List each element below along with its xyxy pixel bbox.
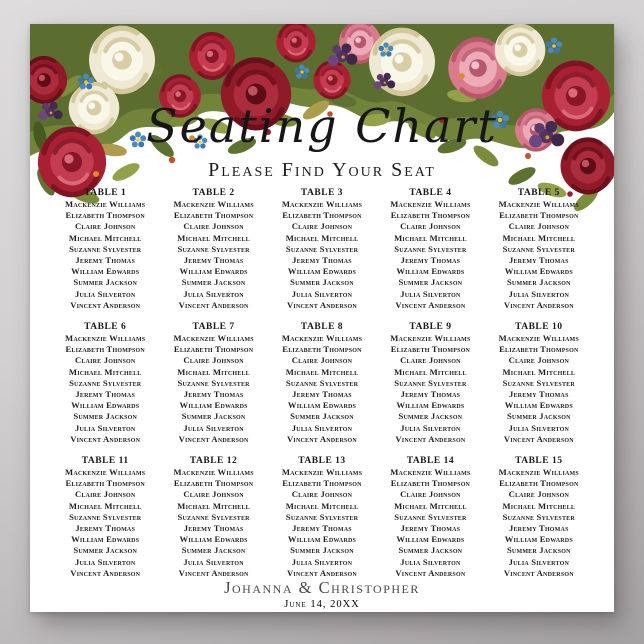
guest-name: Claire Johnson xyxy=(291,221,353,232)
guest-name: Vincent Anderson xyxy=(178,299,249,310)
wedding-date: June 14, 20XX xyxy=(284,599,360,610)
guest-name: William Edwards xyxy=(504,534,573,545)
guest-name: Jeremy Thomas xyxy=(400,523,461,534)
guest-name: Claire Johnson xyxy=(291,489,353,500)
guest-name: Vincent Anderson xyxy=(287,433,357,444)
guest-name: Elizabeth Thompson xyxy=(65,210,145,221)
guest-name: Elizabeth Thompson xyxy=(499,478,579,489)
table-block xyxy=(271,187,373,311)
guest-name: Suzanne Sylvester xyxy=(285,377,359,388)
guest-name: Suzanne Sylvester xyxy=(394,243,467,254)
guest-name: Vincent Anderson xyxy=(503,433,574,444)
guest-name: Jeremy Thomas xyxy=(400,389,461,400)
guest-name: Claire Johnson xyxy=(74,489,136,500)
table-label: TABLE 9 xyxy=(409,322,452,333)
guest-name: William Edwards xyxy=(396,400,465,411)
table-label: TABLE 10 xyxy=(515,322,563,333)
table-label: TABLE 6 xyxy=(84,322,127,333)
table-block xyxy=(54,321,156,445)
guest-name: Claire Johnson xyxy=(183,221,244,232)
guest-name: Julia Silverton xyxy=(400,288,461,299)
guest-name: Elizabeth Thompson xyxy=(65,344,145,355)
guest-name: Elizabeth Thompson xyxy=(173,344,254,355)
guest-name: Vincent Anderson xyxy=(395,433,466,444)
guest-name: Julia Silverton xyxy=(291,288,353,299)
seating-chart-poster xyxy=(30,24,614,612)
guest-name: Elizabeth Thompson xyxy=(282,210,362,221)
poster-footer xyxy=(30,579,614,611)
guest-name: Suzanne Sylvester xyxy=(69,511,142,522)
guest-name: Summer Jackson xyxy=(398,277,463,288)
guest-name: Jeremy Thomas xyxy=(75,389,135,400)
guest-name: Elizabeth Thompson xyxy=(173,478,254,489)
guest-name: Elizabeth Thompson xyxy=(499,344,579,355)
guest-name: Suzanne Sylvester xyxy=(285,511,359,522)
guest-name: Summer Jackson xyxy=(290,277,354,288)
guest-name: Julia Silverton xyxy=(183,422,244,433)
guest-name: Mackenzie Williams xyxy=(65,467,146,478)
guest-name: Michael Mitchell xyxy=(177,366,250,377)
guest-name: Michael Mitchell xyxy=(68,232,142,243)
guest-name: Claire Johnson xyxy=(508,489,570,500)
table-label: TABLE 15 xyxy=(515,456,563,467)
guest-name: Claire Johnson xyxy=(183,489,244,500)
table-label: TABLE 11 xyxy=(81,456,129,467)
table-block xyxy=(379,187,481,311)
guest-name: Vincent Anderson xyxy=(70,567,141,578)
guest-name: Summer Jackson xyxy=(506,277,571,288)
guest-name: Jeremy Thomas xyxy=(508,255,569,266)
guest-name: William Edwards xyxy=(179,400,248,411)
guest-name: Mackenzie Williams xyxy=(173,467,254,478)
guest-name: Michael Mitchell xyxy=(502,232,576,243)
guest-name: Elizabeth Thompson xyxy=(173,210,254,221)
guest-name: Suzanne Sylvester xyxy=(177,511,250,522)
guest-name: Summer Jackson xyxy=(398,411,463,422)
guest-name: Jeremy Thomas xyxy=(183,389,244,400)
guest-name: Suzanne Sylvester xyxy=(177,243,250,254)
guest-name: Michael Mitchell xyxy=(68,500,142,511)
guest-name: Julia Silverton xyxy=(508,288,569,299)
guest-name: Elizabeth Thompson xyxy=(499,210,579,221)
guest-name: Jeremy Thomas xyxy=(292,523,352,534)
guest-name: Michael Mitchell xyxy=(285,500,359,511)
guest-name: Mackenzie Williams xyxy=(65,333,146,344)
guest-name: Claire Johnson xyxy=(400,489,461,500)
guest-name: Vincent Anderson xyxy=(178,433,249,444)
guest-name: Julia Silverton xyxy=(400,422,461,433)
guest-name: Mackenzie Williams xyxy=(498,467,579,478)
guest-name: Vincent Anderson xyxy=(178,567,249,578)
guest-name: Mackenzie Williams xyxy=(173,333,254,344)
guest-name: Suzanne Sylvester xyxy=(502,243,575,254)
table-block xyxy=(162,187,264,311)
guest-name: Mackenzie Williams xyxy=(173,199,254,209)
table-label: TABLE 4 xyxy=(409,188,452,198)
guest-name: Julia Silverton xyxy=(291,556,353,567)
guest-name: Mackenzie Williams xyxy=(390,199,471,209)
table-block xyxy=(379,321,481,445)
guest-name: Julia Silverton xyxy=(183,556,244,567)
guest-name: Mackenzie Williams xyxy=(281,199,363,209)
guest-name: William Edwards xyxy=(71,266,140,277)
guest-name: Jeremy Thomas xyxy=(183,523,244,534)
guest-name: Michael Mitchell xyxy=(285,232,359,243)
table-block xyxy=(379,455,481,579)
guest-name: Claire Johnson xyxy=(183,355,244,366)
guest-name: Suzanne Sylvester xyxy=(177,377,250,388)
guest-name: Suzanne Sylvester xyxy=(69,243,142,254)
guest-name: Suzanne Sylvester xyxy=(394,377,467,388)
guest-name: Claire Johnson xyxy=(291,355,353,366)
guest-name: Vincent Anderson xyxy=(395,567,466,578)
guest-name: Michael Mitchell xyxy=(394,366,467,377)
guest-name: Summer Jackson xyxy=(290,545,354,556)
table-label: TABLE 1 xyxy=(84,188,127,198)
table-label: TABLE 3 xyxy=(300,188,344,198)
guest-name: Claire Johnson xyxy=(508,221,570,232)
guest-name: Michael Mitchell xyxy=(394,500,467,511)
guest-name: William Edwards xyxy=(179,266,248,277)
table-block xyxy=(488,321,590,445)
guest-name: Suzanne Sylvester xyxy=(69,377,142,388)
guest-name: Julia Silverton xyxy=(508,556,569,567)
guest-name: Jeremy Thomas xyxy=(508,523,569,534)
guest-name: Mackenzie Williams xyxy=(498,333,579,344)
guest-name: Michael Mitchell xyxy=(177,500,250,511)
guest-name: Summer Jackson xyxy=(73,411,138,422)
guest-name: Julia Silverton xyxy=(75,288,136,299)
guest-name: Elizabeth Thompson xyxy=(282,344,362,355)
guest-name: Vincent Anderson xyxy=(70,433,141,444)
table-label: TABLE 8 xyxy=(300,322,344,333)
guest-name: Michael Mitchell xyxy=(68,366,142,377)
guest-name: Suzanne Sylvester xyxy=(285,243,359,254)
guest-name: William Edwards xyxy=(504,400,573,411)
guest-name: Michael Mitchell xyxy=(502,500,576,511)
guest-name: Elizabeth Thompson xyxy=(282,478,362,489)
guest-name: William Edwards xyxy=(504,266,573,277)
guest-name: Julia Silverton xyxy=(400,556,461,567)
guest-name: Elizabeth Thompson xyxy=(65,478,145,489)
guest-name: Julia Silverton xyxy=(183,288,244,299)
guest-name: Claire Johnson xyxy=(74,355,136,366)
guest-name: Mackenzie Williams xyxy=(65,199,146,209)
poster-subtitle: Please Find Your Seat xyxy=(208,159,436,181)
guest-name: William Edwards xyxy=(287,266,357,277)
guest-name: Julia Silverton xyxy=(75,556,136,567)
guest-name: Claire Johnson xyxy=(400,355,461,366)
guest-name: Summer Jackson xyxy=(506,411,571,422)
guest-name: Jeremy Thomas xyxy=(75,255,135,266)
guest-name: Suzanne Sylvester xyxy=(394,511,467,522)
guest-name: Elizabeth Thompson xyxy=(390,210,471,221)
guest-name: Michael Mitchell xyxy=(394,232,467,243)
guest-name: Suzanne Sylvester xyxy=(502,511,575,522)
guest-name: Mackenzie Williams xyxy=(498,199,579,209)
table-label: TABLE 2 xyxy=(192,188,235,198)
guest-name: Vincent Anderson xyxy=(503,299,574,310)
guest-name: Vincent Anderson xyxy=(287,567,357,578)
guest-name: William Edwards xyxy=(179,534,248,545)
guest-name: Vincent Anderson xyxy=(287,299,357,310)
guest-name: William Edwards xyxy=(287,400,357,411)
poster-title: Seating Chart xyxy=(146,99,498,153)
table-label: TABLE 14 xyxy=(406,456,455,467)
table-label: TABLE 12 xyxy=(189,456,238,467)
guest-name: Mackenzie Williams xyxy=(390,467,471,478)
guest-name: Summer Jackson xyxy=(181,277,246,288)
guest-name: William Edwards xyxy=(287,534,357,545)
guest-name: Michael Mitchell xyxy=(285,366,359,377)
table-block xyxy=(54,455,156,579)
guest-name: William Edwards xyxy=(71,400,140,411)
table-block xyxy=(271,321,373,445)
guest-name: Summer Jackson xyxy=(73,545,138,556)
guest-name: Jeremy Thomas xyxy=(292,389,352,400)
guest-name: Michael Mitchell xyxy=(177,232,250,243)
table-label: TABLE 7 xyxy=(192,322,235,333)
guest-name: Summer Jackson xyxy=(181,411,246,422)
guest-name: Summer Jackson xyxy=(181,545,246,556)
table-block xyxy=(162,321,264,445)
couple-names: Johanna & Christopher xyxy=(224,578,420,597)
guest-name: Mackenzie Williams xyxy=(281,467,363,478)
guest-name: Julia Silverton xyxy=(75,422,136,433)
table-block xyxy=(162,455,264,579)
guest-name: Jeremy Thomas xyxy=(400,255,461,266)
table-block xyxy=(54,187,156,311)
guest-name: Vincent Anderson xyxy=(395,299,466,310)
table-block xyxy=(271,455,373,579)
guest-name: Jeremy Thomas xyxy=(508,389,569,400)
guest-name: Jeremy Thomas xyxy=(75,523,135,534)
guest-name: Summer Jackson xyxy=(506,545,571,556)
table-label: TABLE 13 xyxy=(298,456,346,467)
guest-name: Julia Silverton xyxy=(291,422,353,433)
guest-name: William Edwards xyxy=(71,534,140,545)
guest-name: Michael Mitchell xyxy=(502,366,576,377)
guest-name: William Edwards xyxy=(396,534,465,545)
guest-name: Jeremy Thomas xyxy=(292,255,352,266)
guest-name: Claire Johnson xyxy=(508,355,570,366)
guest-name: Suzanne Sylvester xyxy=(502,377,575,388)
table-label: TABLE 5 xyxy=(517,188,560,198)
guest-name: Mackenzie Williams xyxy=(390,333,471,344)
guest-name: Summer Jackson xyxy=(290,411,354,422)
guest-name: Elizabeth Thompson xyxy=(390,478,471,489)
table-block xyxy=(488,187,590,311)
table-block xyxy=(488,455,590,579)
guest-name: Julia Silverton xyxy=(508,422,569,433)
guest-name: William Edwards xyxy=(396,266,465,277)
seating-grid xyxy=(54,187,590,579)
guest-name: Jeremy Thomas xyxy=(183,255,244,266)
guest-name: Elizabeth Thompson xyxy=(390,344,471,355)
guest-name: Claire Johnson xyxy=(400,221,461,232)
guest-name: Vincent Anderson xyxy=(70,299,141,310)
guest-name: Claire Johnson xyxy=(74,221,136,232)
guest-name: Summer Jackson xyxy=(398,545,463,556)
guest-name: Mackenzie Williams xyxy=(281,333,363,344)
guest-name: Summer Jackson xyxy=(73,277,138,288)
guest-name: Vincent Anderson xyxy=(503,567,574,578)
